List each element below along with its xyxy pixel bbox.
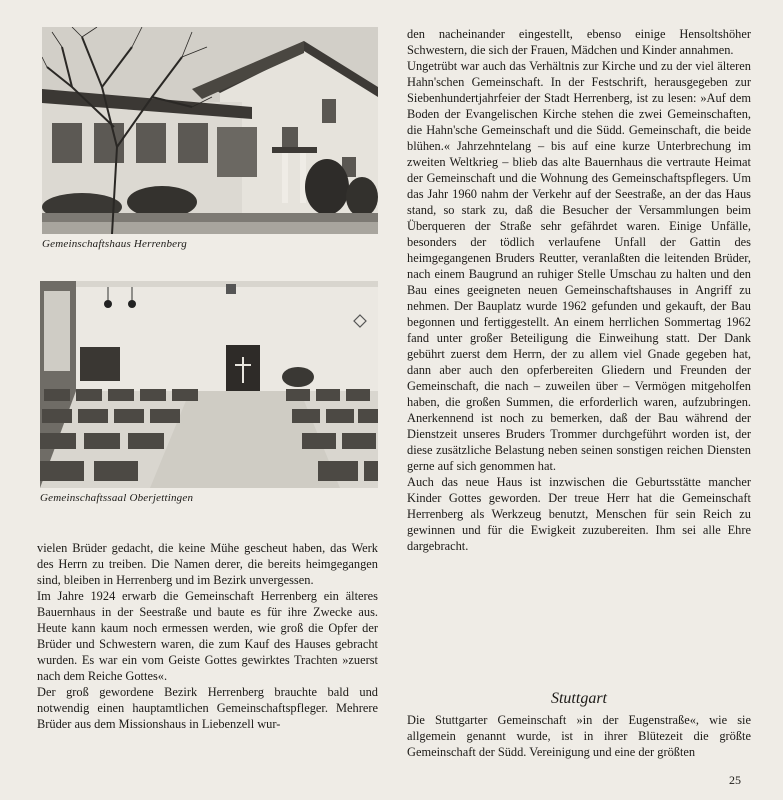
paragraph: Im Jahre 1924 erwarb die Gemeinschaft Herrenberg ein älteres Bauernhaus in der Seestraße und baute es für ihre Zwecke aus. Heute kann kaum noch ermessen werden, wie groß die Opfer der Brüder und Schwestern waren, die zum Kauf des Hauses gebracht wurden. Es war ein vom Geiste Gottes gewirktes Trachten »zuerst nach dem Reiche Gottes«. (37, 589, 378, 683)
section-heading: Stuttgart (550, 690, 607, 707)
hall-illustration (40, 281, 378, 488)
section-text (407, 712, 751, 760)
house-illustration (42, 27, 378, 234)
caption-photo-1: Gemeinschaftshaus Herrenberg (42, 238, 188, 250)
paragraph: vielen Brüder gedacht, die keine Mühe gescheut haben, das Werk des Herrn zu treiben. Die Namen derer, die bereits heimgegangen sind, bleiben in Herrenberg und im Bezirk unvergessen. (37, 541, 378, 587)
photo-gemeinschaftssaal (40, 281, 378, 488)
paragraph: Der groß gewordene Bezirk Herrenberg brauchte bald und notwendig einen hauptamtlichen Gemeinschaftspfleger. Mehrere Brüder aus dem Missionshaus in Liebenzell wur- (37, 685, 378, 731)
caption-photo-2: Gemeinschaftssaal Oberjettingen (40, 492, 194, 504)
paragraph: Ungetrübt war auch das Verhältnis zur Kirche und zu der viel älteren Hahn'schen Gemeinschaft. In der Festschrift, herausgegeben zur Siebenhundertjahrfeier der Stadt Herrenberg, ist zu lesen: »Auf dem Boden der Evangelischen Kirche stehen die zwei Gemeinschaften, die Hahn'sche Gemeinschaft und die Südd. Gemeinschaft, die beide blühen.« Jahrzehntelang – bis auf eine kurze Unterbrechung im zweiten Weltkrieg – blieb das alte Bauernhaus die vertraute Heimat der Gemeinschaft und die Wohnung des Gemeinschaftspflegers. Um das Jahr 1960 nahm der Verkehr auf der Seestraße, an der das Haus stand, so stark zu, daß die Besucher der Versammlungen beim Überqueren der Straße sehr gefährdet waren. Einige Unfälle, besonders der tödlich verlaufene Unfall der Gattin des heimgegangenen Bruders Reutter, veranlaßten die leitenden Brüder, nach einem Baugrund an ruhiger Stelle Umschau zu halten und den Bau eines geeigneten neuen Gemeinschaftshauses in Angriff zu nehmen. Der Bauplatz wurde 1962 gefunden und gekauft, der Bau begonnen und fertiggestellt. An einem herrlichen Sommertag 1962 fand unter großer Beteiligung die Einweihung statt. Der Dank gebührt zuerst dem Herrn, der zu allem viel Gnade gegeben hat, dann aber auch den opferbereiten Gliedern und Freunden der Gemeinschaft, die nach – zuweilen über – Vermögen mitgeholfen haben, die großen Summen, die erforderlich waren, aufzubringen. Anerkennend ist noch zu bemerken, daß der Bau während der Dienstzeit unseres Bruders Trommer durchgeführt worden ist, der diese zusätzliche Belastung neben seinen sonstigen reichen Diensten gerne auf sich genommen hat. (407, 59, 751, 473)
paragraph: den nacheinander eingestellt, ebenso einige Hensoltshöher Schwestern, die sich der Frauen, Mädchen und Kinder annahmen. (407, 27, 751, 57)
paragraph: Auch das neue Haus ist inzwischen die Geburtsstätte mancher Kinder Gottes geworden. Der treue Herr hat die Gemeinschaft Herrenberg als Werkzeug benutzt, Menschen für sein Reich zu gewinnen und für die Ewigkeit zuzubereiten. Ihm sei alle Ehre dargebracht. (407, 475, 751, 553)
page-number: 25 (729, 773, 741, 787)
paragraph: Die Stuttgarter Gemeinschaft »in der Eugenstraße«, wie sie allgemein genannt wurde, ist in ihrer Blütezeit die größte Gemeinschaft der Südd. Vereinigung und eine der größten (407, 713, 751, 759)
photo-gemeinschaftshaus (42, 27, 378, 234)
left-column (37, 540, 378, 732)
right-column (407, 26, 751, 554)
